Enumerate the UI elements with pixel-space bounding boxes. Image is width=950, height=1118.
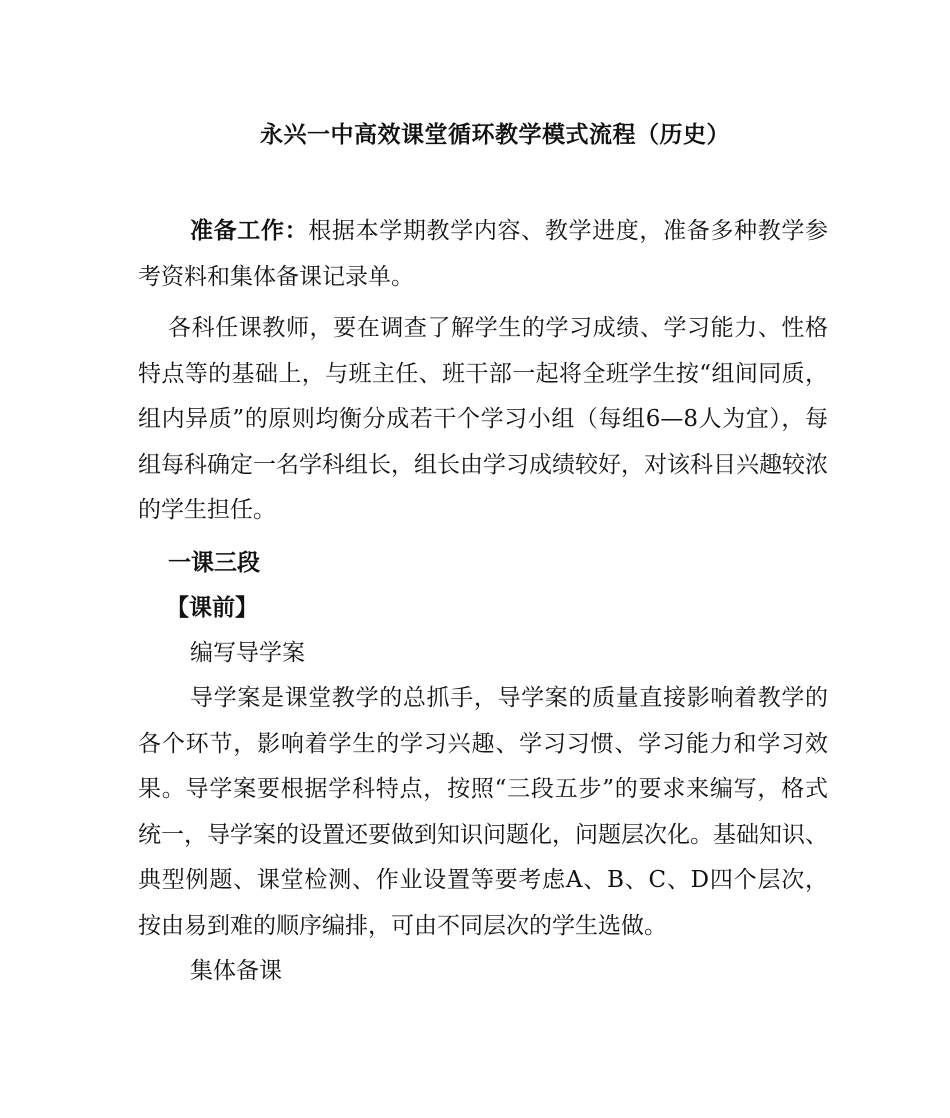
subheading-collective-prep: 集体备课: [190, 958, 282, 984]
grouping-paragraph: 各科任课教师，要在调查了解学生的学习成绩、学习能力、性格特点等的基础上，与班主任、班干部一起将全班学生按“组间同质，组内异质”的原则均衡分成若干个学习小组（每组6—8人为宜），每组每科确定一名学科组长，组长由学习成绩较好，对该科目兴趣较浓的学生担任。: [138, 315, 828, 523]
subheading-guide-writing: 编写导学案: [190, 639, 305, 666]
prep-label: 准备工作：: [190, 217, 309, 244]
prep-text: 根据本学期教学内容、教学进度，准备多种教学参考资料和集体备课记录单。: [138, 218, 829, 290]
prep-paragraph: [138, 208, 828, 300]
section-heading: 一课三段: [168, 548, 260, 576]
guide-paragraph: 导学案是课堂教学的总抓手，导学案的质量直接影响着教学的各个环节，影响着学生的学习兴趣、学习习惯、学习能力和学习效果。导学案要根据学科特点，按照“三段五步”的要求来编写，格式统一，导学案的设置还要做到知识问题化，问题层次化。基础知识、典型例题、课堂检测、作业设置等要考虑A、B、C、D四个层次，按由易到难的顺序编排，可由不同层次的学生选做。: [138, 685, 828, 939]
pre-class-heading: 【课前】: [166, 594, 258, 621]
document-title: 永兴一中高效课堂循环教学模式流程（历史）: [260, 121, 730, 148]
document-body: [138, 208, 828, 995]
